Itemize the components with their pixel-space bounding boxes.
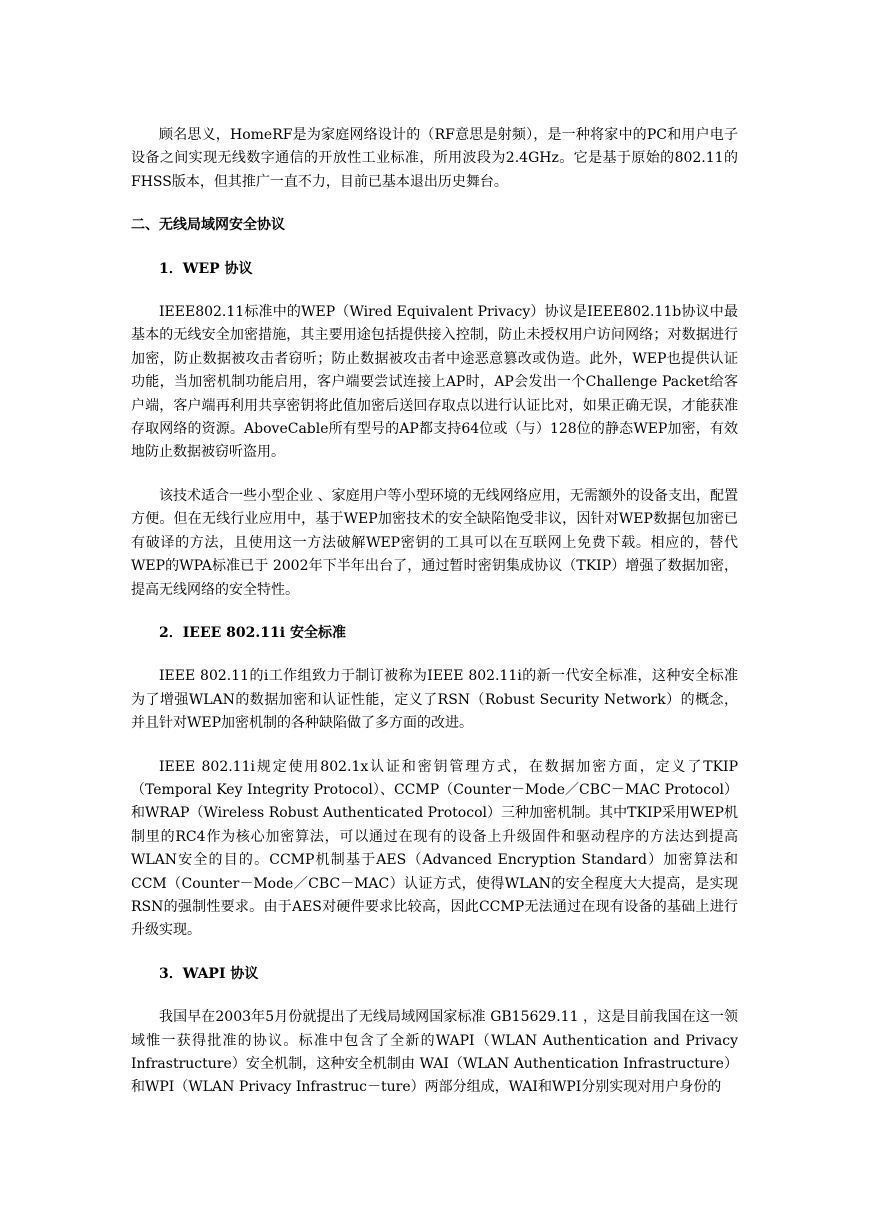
wep-paragraph-1: IEEE802.11标准中的WEP（Wired Equivalent Privacy）协议是IEEE802.11b协议中最基本的无线安全加密措施，其主要用途包括提供接入控制，防止未授权用户访问网络；对数据进行加密，防止数据被攻击者窃听；防止数据被攻击者中途恶意篡改或伪造。此外，WEP也提供认证功能，当加密机制功能启用，客户端要尝试连接上AP时，AP会发出一个Challenge Packet给客户端，客户端再利用共享密钥将此值加密后送回存取点以进行认证比对，如果正确无误，才能获准存取网络的资源。AboveCable所有型号的AP都支持64位或（与）128位的静态WEP加密，有效地防止数据被窃听盗用。 xyxy=(131,304,738,461)
ieee80211i-heading: 2．IEEE 802.11i 安全标准 xyxy=(159,624,346,641)
wep-paragraph-2: 该技术适合一些小型企业 、家庭用户等小型环境的无线网络应用，无需额外的设备支出，配置方便。但在无线行业应用中，基于WEP加密技术的安全缺陷饱受非议，因针对WEP数据包加密已有破译的方法，且使用这一方法破解WEP密钥的工具可以在互联网上免费下载。相应的，替代WEP的WPA标准已于 2002年下半年出台了，通过暂时密钥集成协议（TKIP）增强了数据加密，提高无线网络的安全特性。 xyxy=(131,487,738,598)
wep-heading: 1．WEP 协议 xyxy=(159,260,253,277)
wapi-paragraph-1: 我国早在2003年5月份就提出了无线局域网国家标准 GB15629.11 ，这是目前我国在这一领域惟一获得批准的协议。标准中包含了全新的WAPI（WLAN Authentication and Privacy Infrastructure）安全机制，这种安全机制由 WAI（WLAN Authentication Infrastructure）和WPI（WLAN Privacy Infrastruc－ture）两部分组成，WAI和WPI分别实现对用户身份的 xyxy=(131,1009,738,1096)
wapi-heading: 3．WAPI 协议 xyxy=(159,965,259,982)
section-heading: 二、无线局域网安全协议 xyxy=(131,217,285,234)
document-page xyxy=(131,124,738,1100)
intro-paragraph: 顾名思义，HomeRF是为家庭网络设计的（RF意思是射频），是一种将家中的PC和用户电子设备之间实现无线数字通信的开放性工业标准，所用波段为2.4GHz。它是基于原始的802.11的FHSS版本，但其推广一直不力，目前已基本退出历史舞台。 xyxy=(131,127,738,190)
ieee80211i-paragraph-2: IEEE 802.11i规定使用802.1x认证和密钥管理方式，在数据加密方面，定义了TKIP（Temporal Key Integrity Protocol）、CCMP（Counter－Mode／CBC－MAC Protocol）和WRAP（Wireless Robust Authenticated Protocol）三种加密机制。其中TKIP采用WEP机制里的RC4作为核心加密算法，可以通过在现有的设备上升级固件和驱动程序的方法达到提高 WLAN安全的目的。CCMP机制基于AES（Advanced Encryption Standard）加密算法和CCM（Counter－Mode／CBC－MAC）认证方式，使得WLAN的安全程度大大提高，是实现RSN的强制性要求。由于AES对硬件要求比较高，因此CCMP无法通过在现有设备的基础上进行升级实现。 xyxy=(131,758,738,939)
ieee80211i-paragraph-1: IEEE 802.11的i工作组致力于制订被称为IEEE 802.11i的新一代安全标准，这种安全标准为了增强WLAN的数据加密和认证性能，定义了RSN（Robust Security Network）的概念，并且针对WEP加密机制的各种缺陷做了多方面的改进。 xyxy=(131,668,738,732)
